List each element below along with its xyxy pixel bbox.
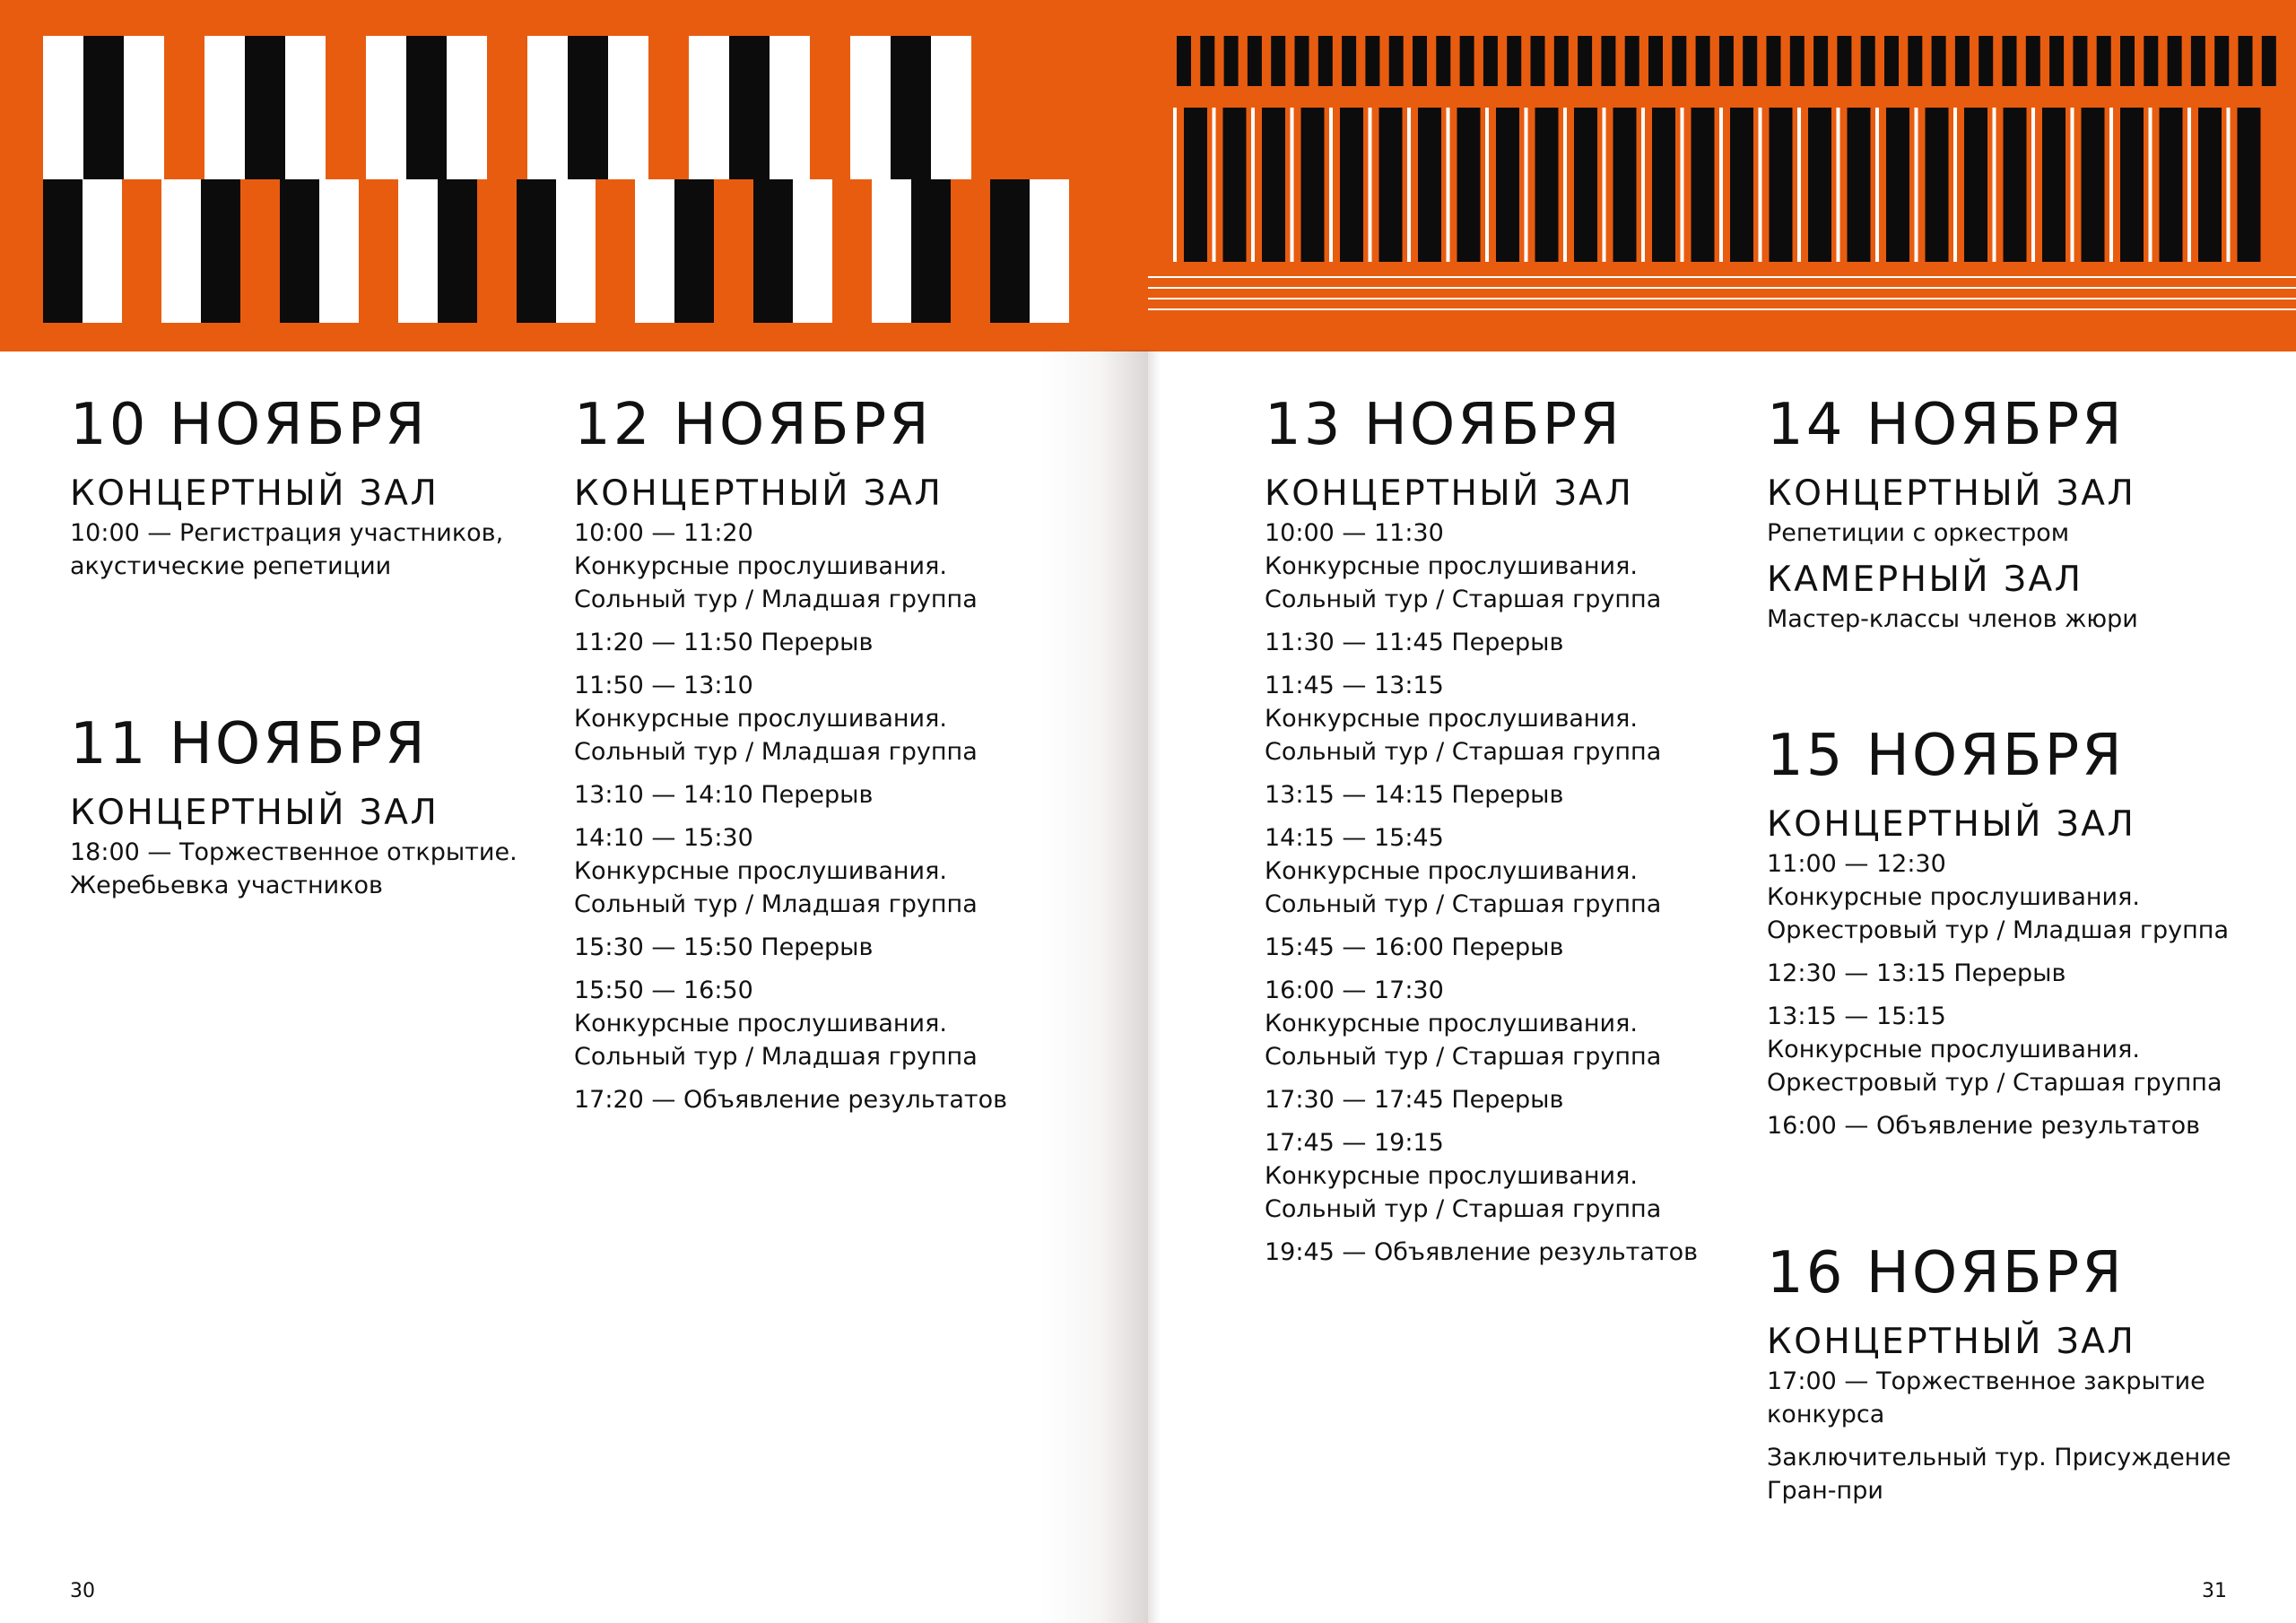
banner-bar [2120,36,2135,86]
banner-block [83,36,124,179]
banner-bar [2082,108,2105,262]
schedule-entry-line: 15:50 — 16:50 [574,976,753,1004]
schedule-entry-line: Конкурсные прослушивания. [1265,1010,1638,1037]
banner-bar [1340,108,1363,262]
banner-line [1407,108,1411,262]
page-number-left: 30 [70,1580,95,1602]
schedule-entry-line: 11:50 — 13:10 [574,672,753,699]
banner-bar [1908,36,1922,86]
banner-bar [1379,108,1403,262]
banner-bar [1696,36,1710,86]
banner-bar [1813,36,1828,86]
banner-line [1213,108,1216,262]
page-number-right: 31 [2202,1580,2227,1602]
banner-block [366,36,406,179]
banner-bar [1692,108,1715,262]
schedule-entry [574,821,1007,921]
schedule-day [574,391,1007,1116]
banner-bar [1460,36,1474,86]
banner-bar [1262,108,1285,262]
banner-bar [1767,36,1781,86]
schedule-entry [1265,931,1698,964]
schedule-entry [574,516,1007,616]
banner-bar [1886,108,1909,262]
banner-block [793,179,832,323]
banner-bar [1496,108,1519,262]
venue-hall-heading: КОНЦЕРТНЫЙ ЗАЛ [70,793,439,833]
banner-bar [1271,36,1285,86]
banner-bar [1248,36,1262,86]
banner-block [83,179,122,323]
banner-line [1915,108,1918,262]
schedule-entry [1265,1126,1698,1226]
schedule-entry-line: 15:30 — 15:50 Перерыв [574,933,874,961]
right-banner-pattern [1148,0,2296,352]
schedule-entry-line: 11:30 — 11:45 Перерыв [1265,629,1564,656]
banner-line [1485,108,1489,262]
schedule-entry [574,931,1007,964]
banner-block [447,36,487,179]
banner-line [1797,108,1801,262]
schedule-entry-line: 13:10 — 14:10 Перерыв [574,781,874,809]
venue-hall-heading: КОНЦЕРТНЫЙ ЗАЛ [1265,473,1634,514]
schedule-day [1767,722,2231,1142]
schedule-entry [1767,603,2231,636]
schedule-entry-line: конкурса [1767,1401,1885,1428]
schedule-entry-line: Конкурсные прослушивания. [574,552,947,580]
schedule-entry-line: 19:45 — Объявление результатов [1265,1238,1699,1266]
day-date-heading: 14 НОЯБРЯ [1767,392,2125,458]
banner-bar [2049,36,2064,86]
schedule-entry [1265,1083,1698,1116]
page-gutter-shadow [1040,350,1148,1623]
venue-section [1767,473,2231,550]
venue-hall-heading: КОНЦЕРТНЫЙ ЗАЛ [1767,804,2136,845]
schedule-entry [1265,778,1698,812]
banner-bar [1730,108,1753,262]
banner-block [398,179,438,323]
banner-bar [1743,36,1757,86]
schedule-day [1767,1239,2231,1507]
banner-bar [1457,108,1481,262]
schedule-entry-line: Мастер-классы членов жюри [1767,605,2138,633]
schedule-entry-line: Оркестровый тур / Старшая группа [1767,1069,2222,1097]
banner-bar [1932,36,1946,86]
venue-section [1767,1322,2231,1507]
banner-bar [2120,108,2144,262]
venue-hall-heading: КОНЦЕРТНЫЙ ЗАЛ [574,473,944,514]
schedule-entry-line: Конкурсные прослушивания. [1265,1162,1638,1190]
banner-bar [1436,36,1450,86]
banner-bar [1200,36,1214,86]
banner-line [1681,108,1684,262]
banner-bar [2097,36,2111,86]
schedule-entry-line: Сольный тур / Старшая группа [1265,1195,1662,1223]
schedule-entry [574,669,1007,768]
schedule-entry-line: Заключительный тур. Присуждение [1767,1444,2231,1471]
schedule-entry-line: Оркестровый тур / Младшая группа [1767,916,2230,944]
banner-bar [1861,36,1875,86]
schedule-entry-line: Жеребьевка участников [70,872,383,899]
schedule-day [70,391,517,583]
banner-block [285,36,326,179]
schedule-entry [574,626,1007,659]
banner-bar [1837,36,1851,86]
banner-block [406,36,447,179]
schedule-entry-line: 10:00 — 11:20 [574,519,753,547]
banner-hline [1148,287,2296,289]
schedule-entry-line: Конкурсные прослушивания. [1265,705,1638,733]
banner-bar [1301,108,1325,262]
banner-bar [1926,108,1949,262]
banner-block [911,179,951,323]
banner-block [635,179,674,323]
banner-block [674,179,714,323]
schedule-entry-line: Сольный тур / Младшая группа [574,1043,978,1071]
banner-block [608,36,648,179]
schedule-entry [1767,1109,2231,1142]
schedule-day [70,710,517,902]
day-date-heading: 11 НОЯБРЯ [70,711,428,777]
banner-bar [1535,108,1559,262]
banner-line [1875,108,1879,262]
banner-block [43,36,83,179]
banner-line [1447,108,1450,262]
banner-bar [1507,36,1521,86]
venue-hall-heading: КОНЦЕРТНЫЙ ЗАЛ [1767,473,2136,514]
banner-bar [2003,36,2017,86]
banner-bar [1318,36,1333,86]
banner-bar [1531,36,1545,86]
venue-section [70,473,517,583]
venue-hall-heading: КАМЕРНЫЙ ЗАЛ [1767,560,2083,600]
banner-bar [1295,36,1309,86]
banner-bar [2191,36,2205,86]
schedule-entry [70,836,517,902]
day-date-heading: 15 НОЯБРЯ [1767,723,2125,789]
banner-bar [1672,36,1686,86]
schedule-entry-line: Сольный тур / Старшая группа [1265,890,1662,918]
banner-bar [1979,36,1993,86]
venue-section [1767,804,2231,1142]
banner-bar [1554,36,1569,86]
banner-block [770,36,810,179]
banner-block [319,179,359,323]
banner-line [1759,108,1762,262]
schedule-entry-line: Сольный тур / Старшая группа [1265,738,1662,766]
schedule-entry [1265,626,1698,659]
banner-line [1603,108,1606,262]
banner-line [1369,108,1372,262]
banner-bar [1342,36,1356,86]
banner-block [872,179,911,323]
schedule-entry [574,974,1007,1073]
banner-line [2109,108,2113,262]
schedule-entry-line: 10:00 — Регистрация участников, [70,519,504,547]
schedule-entry-line: Конкурсные прослушивания. [574,1010,947,1037]
banner-bar [1601,36,1615,86]
schedule-entry-line: Сольный тур / Младшая группа [574,586,978,613]
banner-bar [1955,36,1970,86]
banner-block [729,36,770,179]
venue-section [574,473,1007,1116]
banner-hline [1148,308,2296,310]
banner-block [556,179,596,323]
banner-line [2071,108,2074,262]
schedule-entry [1265,516,1698,616]
schedule-entry [574,778,1007,812]
schedule-entry-line: 17:45 — 19:15 [1265,1129,1444,1157]
banner-line [1173,108,1177,262]
schedule-entry [1265,669,1698,768]
banner-line [2187,108,2191,262]
banner-block [438,179,477,323]
banner-line [1251,108,1255,262]
schedule-entry [1767,516,2231,550]
day-date-heading: 10 НОЯБРЯ [70,392,428,458]
banner-block [43,179,83,323]
schedule-entry-line: Конкурсные прослушивания. [1265,857,1638,885]
banner-bar [2198,108,2222,262]
schedule-entry [1767,1441,2231,1507]
schedule-column-1 [70,391,517,912]
banner-bar [1719,36,1734,86]
banner-bar [1848,108,1871,262]
banner-line [1719,108,1723,262]
banner-block [850,36,891,179]
schedule-entry [1265,821,1698,921]
schedule-entry-line: Сольный тур / Старшая группа [1265,586,1662,613]
right-page [1148,0,2296,1623]
banner-block [1030,179,1069,323]
schedule-entry [1767,957,2231,990]
schedule-entry-line: 16:00 — Объявление результатов [1767,1112,2201,1140]
schedule-entry-line: Сольный тур / Старшая группа [1265,1043,1662,1071]
banner-bar [2239,36,2253,86]
banner-block [124,36,164,179]
venue-hall-heading: КОНЦЕРТНЫЙ ЗАЛ [70,473,439,514]
banner-block [891,36,931,179]
banner-bar [2214,36,2229,86]
schedule-entry-line: 17:30 — 17:45 Перерыв [1265,1086,1564,1114]
banner-bar [1574,108,1597,262]
banner-line [2227,108,2231,262]
schedule-entry [574,1083,1007,1116]
venue-hall-heading: КОНЦЕРТНЫЙ ЗАЛ [1767,1322,2136,1362]
venue-section [1265,473,1698,1269]
banner-block [201,179,240,323]
schedule-entry-line: 13:15 — 15:15 [1767,1002,1946,1030]
schedule-entry-line: 12:30 — 13:15 Перерыв [1767,959,2066,987]
banner-bar [2042,108,2066,262]
banner-bar [2073,36,2087,86]
schedule-entry-line: Сольный тур / Младшая группа [574,890,978,918]
schedule-column-4 [1767,391,2231,1517]
schedule-day [1767,391,2231,636]
schedule-entry-line: Конкурсные прослушивания. [1767,883,2140,911]
banner-bar [1365,36,1379,86]
banner-line [1837,108,1840,262]
schedule-entry-line: 13:15 — 14:15 Перерыв [1265,781,1564,809]
banner-bar [1224,36,1239,86]
banner-line [1329,108,1333,262]
banner-line [1641,108,1645,262]
schedule-entry [1265,1236,1698,1269]
schedule-entry-line: 11:45 — 13:15 [1265,672,1444,699]
banner-bar [1177,36,1191,86]
banner-block [280,179,319,323]
schedule-entry [1767,1000,2231,1099]
venue-section [70,793,517,902]
banner-block [245,36,285,179]
banner-block [931,36,971,179]
banner-bar [2262,36,2276,86]
banner-bar [1964,108,1987,262]
banner-bar [2160,108,2183,262]
banner-bar [2144,36,2158,86]
schedule-entry-line: Сольный тур / Младшая группа [574,738,978,766]
banner-bar [2238,108,2261,262]
schedule-column-2 [574,391,1007,1126]
left-banner-pattern [0,0,1148,352]
banner-bar [1578,36,1592,86]
schedule-entry-line: 17:20 — Объявление результатов [574,1086,1008,1114]
banner-line [1525,108,1528,262]
banner-bar [1223,108,1247,262]
banner-line [2031,108,2035,262]
schedule-entry-line: 16:00 — 17:30 [1265,976,1444,1004]
schedule-entry [1265,974,1698,1073]
banner-bar [1184,108,1207,262]
banner-hline [1148,298,2296,299]
banner-block [527,36,568,179]
banner-line [2149,108,2152,262]
banner-block [990,179,1030,323]
banner-block [161,179,201,323]
venue-section [1767,560,2231,636]
banner-bar [1770,108,1793,262]
schedule-entry [1767,847,2231,947]
page-gutter-shadow-right [1148,350,1161,1623]
banner-block [204,36,245,179]
schedule-entry [1767,1365,2231,1431]
banner-block [689,36,729,179]
banner-bar [1790,36,1805,86]
banner-line [1563,108,1567,262]
banner-bar [1648,36,1663,86]
schedule-entry-line: Конкурсные прослушивания. [1767,1036,2140,1063]
schedule-entry-line: 11:00 — 12:30 [1767,850,1946,878]
banner-bar [1418,108,1441,262]
schedule-entry-line: Конкурсные прослушивания. [574,857,947,885]
schedule-entry-line: 15:45 — 16:00 Перерыв [1265,933,1564,961]
day-date-heading: 13 НОЯБРЯ [1265,392,1622,458]
schedule-entry-line: Гран-при [1767,1477,1883,1505]
day-date-heading: 12 НОЯБРЯ [574,392,932,458]
banner-bar [1413,36,1427,86]
banner-bar [1483,36,1498,86]
schedule-column-3 [1265,391,1698,1279]
schedule-entry-line: 14:10 — 15:30 [574,824,753,852]
schedule-entry-line: акустические репетиции [70,552,392,580]
schedule-entry-line: 11:20 — 11:50 Перерыв [574,629,874,656]
schedule-day [1265,391,1698,1269]
schedule-entry [70,516,517,583]
banner-hline [1148,276,2296,278]
banner-bar [1625,36,1639,86]
banner-bar [2004,108,2027,262]
banner-bar [2168,36,2182,86]
schedule-entry-line: Конкурсные прослушивания. [574,705,947,733]
banner-bar [1389,36,1404,86]
banner-bar [1884,36,1899,86]
banner-bar [2026,36,2040,86]
day-date-heading: 16 НОЯБРЯ [1767,1240,2125,1306]
banner-bar [1652,108,1675,262]
schedule-entry-line: 10:00 — 11:30 [1265,519,1444,547]
banner-block [753,179,793,323]
banner-block [517,179,556,323]
banner-block [568,36,608,179]
banner-line [1993,108,1996,262]
schedule-entry-line: 17:00 — Торжественное закрытие [1767,1367,2205,1395]
schedule-entry-line: 18:00 — Торжественное открытие. [70,838,517,866]
banner-line [1291,108,1294,262]
schedule-entry-line: 14:15 — 15:45 [1265,824,1444,852]
schedule-entry-line: Конкурсные прослушивания. [1265,552,1638,580]
schedule-entry-line: Репетиции с оркестром [1767,519,2070,547]
banner-line [1953,108,1957,262]
banner-bar [1808,108,1831,262]
banner-bar [1613,108,1637,262]
